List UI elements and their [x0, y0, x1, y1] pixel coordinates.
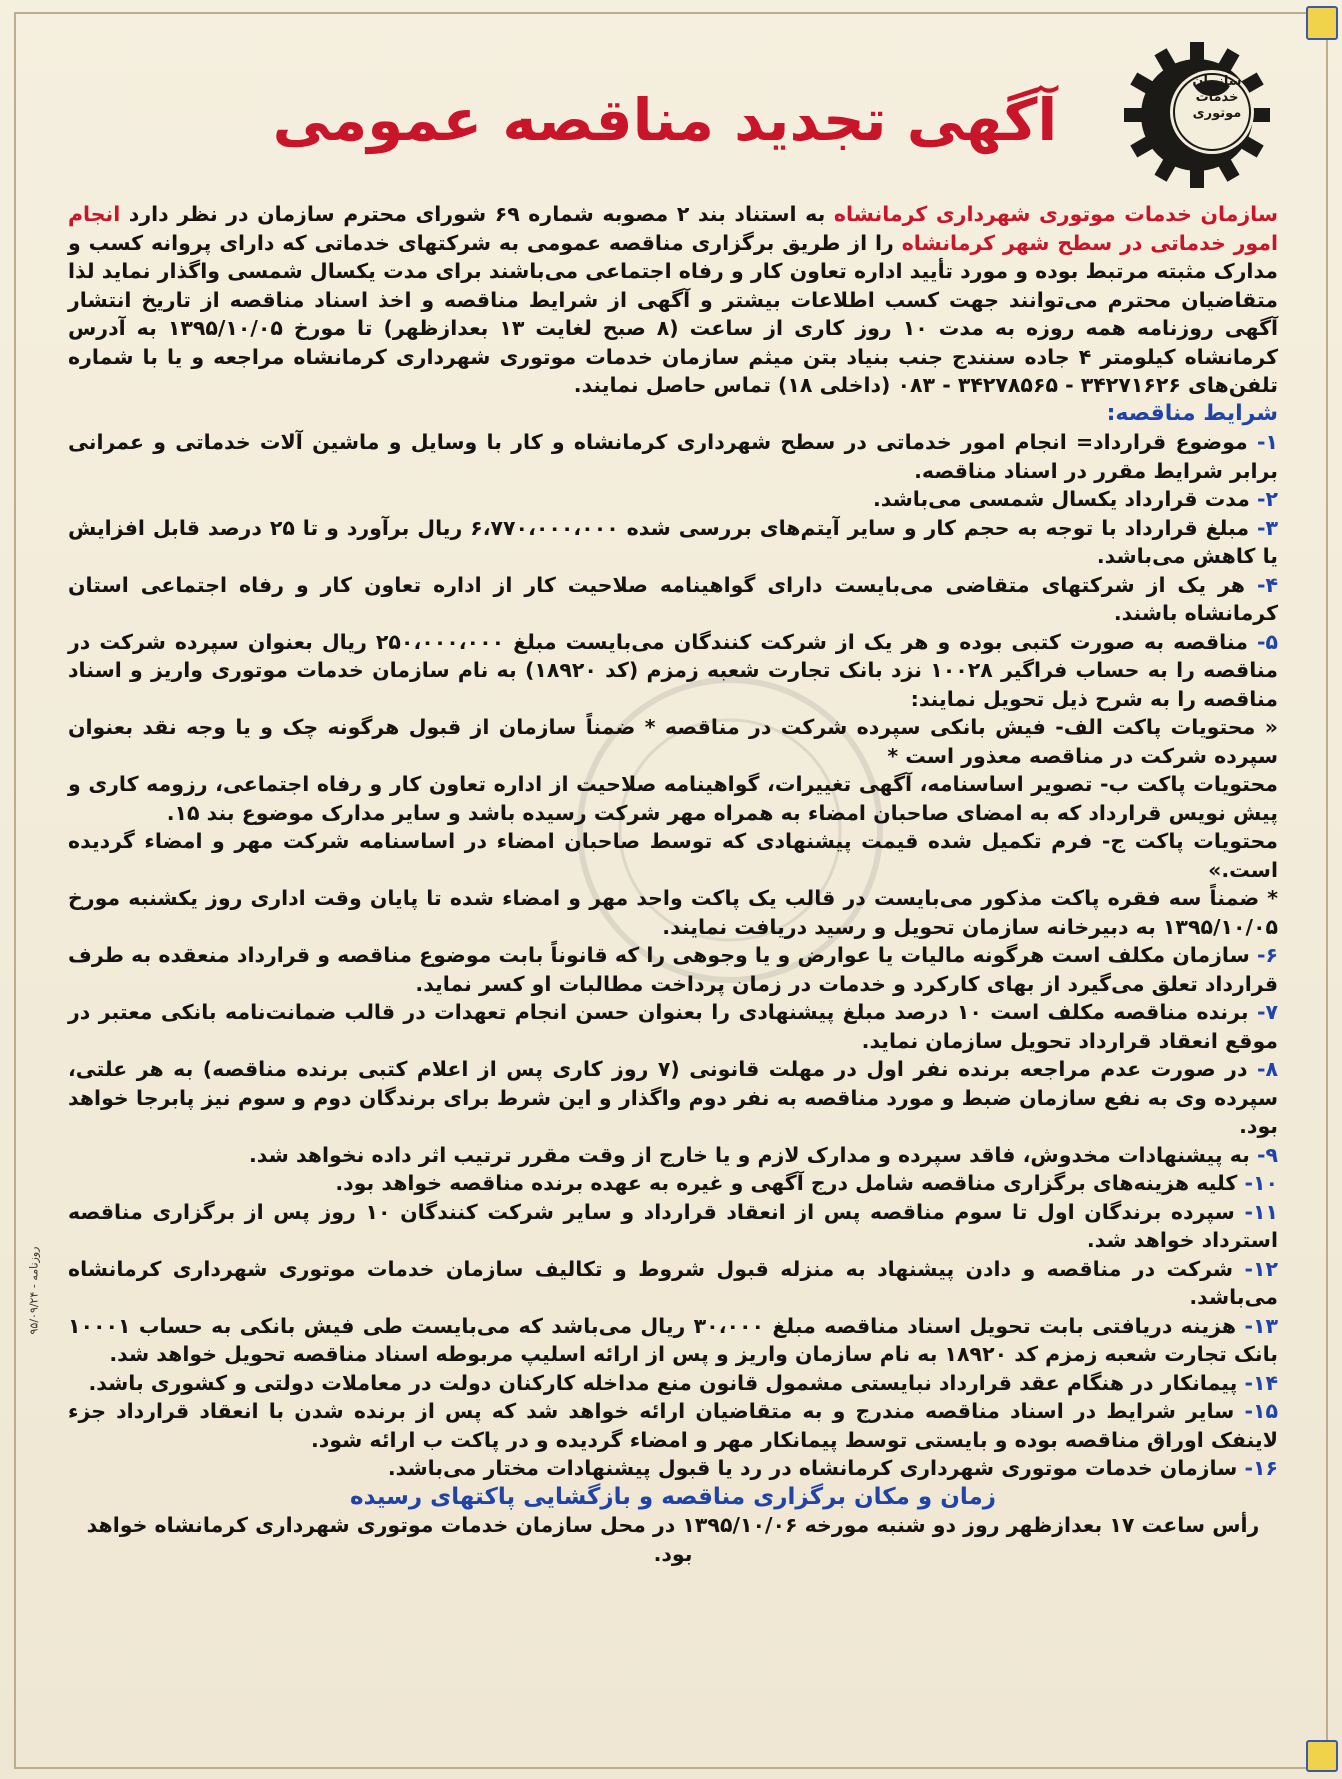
condition-item [68, 1255, 1278, 1312]
conditions-title: شرایط مناقصه: [1106, 400, 1278, 426]
condition-item [68, 1312, 1278, 1369]
condition-number: ۶- [1256, 943, 1278, 967]
condition-number: ۱۴- [1244, 1370, 1278, 1395]
subject-highlight: انجام امور خدماتی در سطح شهر کرمانشاه [68, 202, 1278, 255]
condition-item [68, 827, 1278, 884]
condition-number: ۲- [1256, 487, 1278, 511]
condition-number: ۱۱- [1244, 1199, 1278, 1224]
opening-title: زمان و مکان برگزاری مناقصه و بازگشایی پاکتهای رسیده [350, 1483, 996, 1510]
condition-item [68, 628, 1278, 714]
condition-text: مناقصه به صورت کتبی بوده و هر یک از شرکت کنندگان می‌بایست مبلغ ۲۵۰،۰۰۰،۰۰۰ ریال بعنوان سپرده شرکت در مناقصه را به حساب فراگیر ۱۰۰۲۸ نزد بانک تجارت شعبه زمزم (کد ۱۸۹۲۰) به نام سازمان خدمات موتوری واریز و اسناد مناقصه را به شرح ذیل تحویل نمایند: [68, 629, 1278, 711]
condition-number: ۱۵- [1244, 1399, 1278, 1423]
intro-paragraph [68, 200, 1278, 400]
condition-number: ۴- [1256, 572, 1279, 597]
condition-text: مبلغ قرارداد با توجه به حجم کار و سایر آیتم‌های بررسی شده ۶،۷۷۰،۰۰۰،۰۰۰ ریال برآورد و تا ۲۵ درصد قابل افزایش یا کاهش می‌باشد. [68, 515, 1278, 568]
opening-text: رأس ساعت ۱۷ بعدازظهر روز دو شنبه مورخه ۱۳۹۵/۱۰/۰۶ در محل سازمان خدمات موتوری شهرداری کرمانشاه خواهد بود. [86, 1513, 1260, 1566]
condition-text: هر یک از شرکتهای متقاضی می‌بایست دارای گواهینامه صلاحیت کار از اداره تعاون کار و رفاه اجتماعی استان کرمانشاه باشند. [68, 572, 1278, 625]
condition-number: ۵- [1256, 629, 1278, 654]
condition-item [68, 485, 1278, 514]
logo-caption: سازمان خدمات موتوری [1192, 74, 1242, 121]
condition-text: سازمان مکلف است هرگونه مالیات یا عوارض و یا وجوهی را که قانوناً بابت موضوع مناقصه و قرارداد منعقده به طرف قرارداد تعلق می‌گیرد از بهای کارکرد و خدمات در زمان پرداخت مطالبات او کسر نماید. [68, 943, 1278, 996]
condition-text: مدت قرارداد یکسال شمسی می‌باشد. [872, 487, 1250, 511]
condition-item [68, 428, 1278, 485]
condition-item [68, 1454, 1278, 1483]
condition-text: پیمانکار در هنگام عقد قرارداد نبایستی مشمول قانون منع مداخله کارکنان دولت در معاملات دولتی و کشوری باشد. [88, 1370, 1238, 1395]
condition-text: « محتویات پاکت الف- فیش بانکی سپرده شرکت در مناقصه * ضمناً سازمان از قبول هرگونه چک و یا وجه نقد بعنوان سپرده شرکت در مناقصه معذور است * [68, 715, 1278, 768]
condition-item [68, 1369, 1278, 1398]
condition-text: برنده مناقصه مکلف است ۱۰ درصد مبلغ پیشنهادی را بعنوان حسن انجام تعهدات در قالب ضمانت‌نامه بانکی معتبر در موقع انعقاد قرارداد تحویل سازمان نماید. [68, 1000, 1278, 1053]
condition-text: محتویات پاکت ج- فرم تکمیل شده قیمت پیشنهادی که توسط صاحبان امضاء در اساسنامه شرکت مهر و امضاء گردیده است.» [68, 829, 1278, 882]
intro-text-b: را از طریق برگزاری مناقصه عمومی به شرکتهای خدماتی که دارای پروانه کسب و مدارک مثبته مرتبط بوده و مورد تأیید اداره تعاون کار و رفاه اجتماعی می‌باشند برای مدت یکسال شمسی واگذار نماید لذا متقاضیان محترم می‌توانند جهت کسب اطلاعات بیشتر و آگهی از شرایط مناقصه و اخذ اسناد مناقصه از تاریخ انتشار آگهی روزنامه همه روزه به مدت ۱۰ روز کاری از ساعت (۸ صبح لغایت ۱۳ بعدازظهر) تا مورخ ۱۳۹۵/۱۰/۰۵ به آدرس کرمانشاه کیلومتر ۴ جاده سنندج جنب بنیاد بتن میثم سازمان خدمات موتوری شهرداری کرمانشاه مراجعه و یا با شماره تلفن‌های ۳۴۲۷۱۶۲۶ - ۳۴۲۷۸۵۶۵ - ۰۸۳ (داخلی ۱۸) تماس حاصل نمایند. [68, 230, 1279, 397]
condition-number: ۸- [1256, 1057, 1278, 1081]
condition-item [68, 770, 1278, 827]
condition-number: ۱۲- [1244, 1256, 1278, 1281]
condition-text: هزینه دریافتی بابت تحویل اسناد مناقصه مبلغ ۳۰،۰۰۰ ریال می‌باشد که می‌بایست طی فیش بانکی به حساب ۱۰۰۰۱ بانک تجارت شعبه زمزم کد ۱۸۹۲۰ به نام سازمان واریز و پس از ارائه اسلیپ مربوطه اسناد مناقصه تحویل خواهد شد. [68, 1313, 1278, 1366]
condition-text: موضوع قرارداد= انجام امور خدماتی در سطح شهرداری کرمانشاه و کار با وسایل و ماشین آلات خدماتی و عمرانی برابر شرایط مقرر در اسناد مناقصه. [68, 430, 1278, 483]
condition-item [68, 1055, 1278, 1141]
page-title: آگهی تجدید مناقصه عمومی [272, 86, 1058, 154]
condition-number: ۱۳- [1244, 1313, 1278, 1338]
condition-number: ۱۶- [1244, 1456, 1278, 1480]
condition-number: ۷- [1256, 1000, 1278, 1024]
condition-item [68, 1397, 1278, 1454]
condition-text: * ضمناً سه فقره پاکت مذکور می‌بایست در قالب یک پاکت واحد مهر و امضاء شده تا پایان وقت اداری روز یکشنبه مورخ ۱۳۹۵/۱۰/۰۵ به دبیرخانه سازمان تحویل و رسید دریافت نمایند. [68, 886, 1278, 939]
top-corner-icon [1306, 6, 1338, 40]
condition-item [68, 514, 1278, 571]
condition-item [68, 941, 1278, 998]
condition-text: در صورت عدم مراجعه برنده نفر اول در مهلت قانونی (۷ روز کاری پس از اعلام کتبی برنده مناقصه) به هر علتی، سپرده وی به نفع سازمان ضبط و مورد مناقصه به نفر دوم واگذار و این شرط برای برندگان دوم و سوم نیز پابرجا خواهد بود. [68, 1057, 1278, 1138]
condition-item [68, 998, 1278, 1055]
condition-item [68, 1169, 1278, 1198]
org-name-highlight: سازمان خدمات موتوری شهرداری کرمانشاه [833, 202, 1279, 226]
condition-number: ۹- [1256, 1142, 1278, 1167]
condition-item [68, 1141, 1278, 1170]
condition-number: ۳- [1256, 515, 1279, 540]
condition-number: ۱- [1256, 430, 1278, 454]
condition-text: کلیه هزینه‌های برگزاری مناقصه شامل درج آگهی و غیره به عهده برنده مناقصه خواهد بود. [335, 1171, 1238, 1195]
condition-text: شرکت در مناقصه و دادن پیشنهاد به منزله قبول شروط و تکالیف سازمان خدمات موتوری شهرداری کرمانشاه می‌باشد. [68, 1256, 1278, 1309]
condition-item [68, 1198, 1278, 1255]
intro-text-a: به استناد بند ۲ مصوبه شماره ۶۹ شورای محترم سازمان در نظر دارد [120, 202, 834, 226]
conditions-list [68, 428, 1278, 1483]
condition-item [68, 713, 1278, 770]
condition-text: سپرده برندگان اول تا سوم مناقصه پس از انعقاد قرارداد و سایر شرکت کنندگان ۱۰ روز پس از برگزاری مناقصه استرداد خواهد شد. [68, 1199, 1278, 1252]
notice-body [68, 200, 1278, 1760]
bottom-corner-icon [1306, 1740, 1338, 1772]
condition-text: سایر شرایط در اسناد مناقصه مندرج و به متقاضیان ارائه خواهد شد که پس از برنده شدن با انعقاد قرارداد جزء لاینفک اوراق مناقصه بوده و بایستی توسط پیمانکار مهر و امضاء گردیده و در پاکت ب ارائه شود. [68, 1399, 1278, 1452]
condition-item [68, 884, 1278, 941]
condition-text: به پیشنهادات مخدوش، فاقد سپرده و مدارک لازم و یا خارج از وقت مقرر ترتیب اثر داده نخواهد شد. [249, 1142, 1250, 1167]
publication-note: روزنامه - ۹۵/۰۹/۲۴ [27, 1246, 41, 1335]
condition-text: محتویات پاکت ب- تصویر اساسنامه، آگهی تغییرات، گواهینامه صلاحیت از اداره تعاون کار و رفاه اجتماعی، رزومه کاری و پیش نویس قرارداد که به امضای صاحبان امضاء به همراه مهر شرکت رسیده باشد و سایر مدارک موضوع بند ۱۵. [68, 772, 1278, 825]
condition-text: سازمان خدمات موتوری شهرداری کرمانشاه در رد یا قبول پیشنهادات مختار می‌باشد. [387, 1456, 1238, 1480]
condition-item [68, 571, 1278, 628]
condition-number: ۱۰- [1244, 1171, 1278, 1195]
